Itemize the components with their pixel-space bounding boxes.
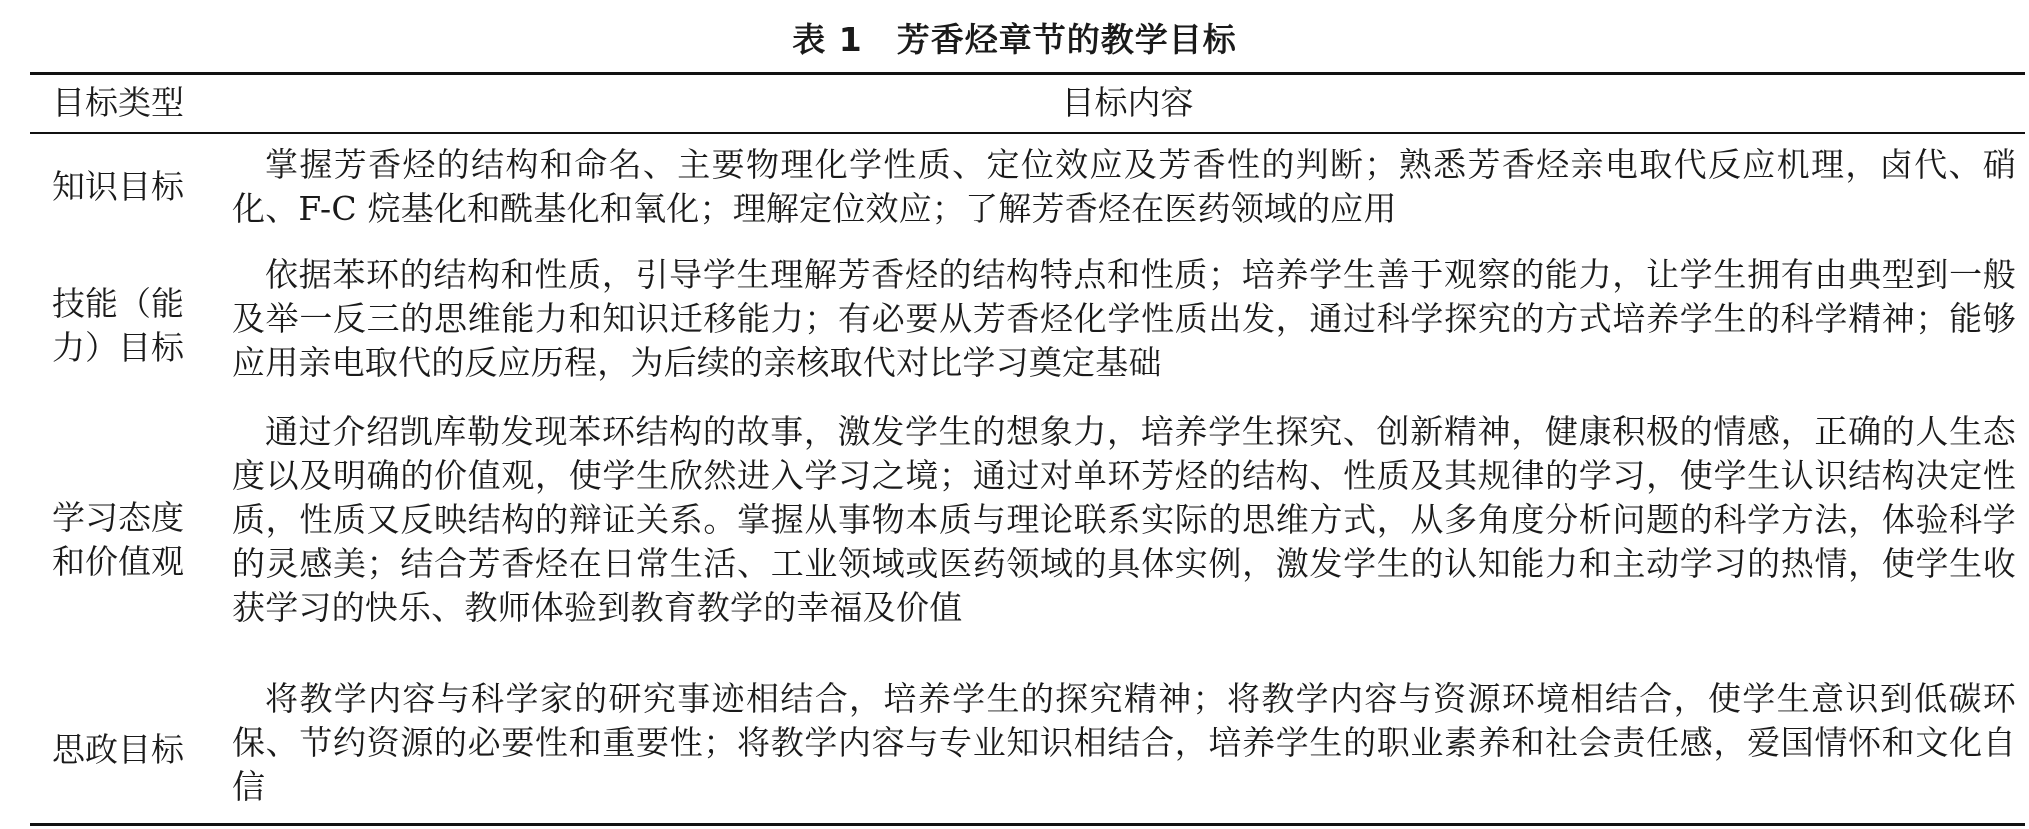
row-knowledge-type: 知识目标: [52, 167, 184, 206]
row-ideology-type: 思政目标: [52, 730, 184, 769]
header-target-type: 目标类型: [52, 83, 184, 122]
row-skill-content: 依据苯环的结构和性质，引导学生理解芳香烃的结构特点和性质；培养学生善于观察的能力，让学生拥有由典型到一般及举一反三的思维能力和知识迁移能力；有必要从芳香烃化学性质出发，通过科学探究的方式培养学生的科学精神；能够应用亲电取代的反应历程，为后续的亲核取代对比学习奠定基础: [232, 255, 2016, 382]
row-knowledge-content: 掌握芳香烃的结构和命名、主要物理化学性质、定位效应及芳香性的判断；熟悉芳香烃亲电取代反应机理，卤代、硝化、F-C 烷基化和酰基化和氧化；理解定位效应；了解芳香烃在医药领域的应用: [232, 145, 2016, 228]
table-header-rule: [30, 132, 2025, 134]
table-bottom-rule: [30, 823, 2025, 826]
table-caption: [0, 14, 2029, 66]
row-ideology-content: 将教学内容与科学家的研究事迹相结合，培养学生的探究精神；将教学内容与资源环境相结合，使学生意识到低碳环保、节约资源的必要性和重要性；将教学内容与专业知识相结合，培养学生的职业素养和社会责任感，爱国情怀和文化自信: [232, 679, 2016, 806]
table-caption-number: 表 1: [792, 20, 863, 59]
table-caption-title: 芳香烃章节的教学目标: [896, 20, 1237, 59]
row-attitude-type: 学习态度和价值观: [52, 498, 184, 581]
table-top-rule: [30, 72, 2025, 75]
row-skill-type: 技能（能力）目标: [52, 284, 184, 367]
row-attitude-content: 通过介绍凯库勒发现苯环结构的故事，激发学生的想象力，培养学生探究、创新精神，健康积极的情感，正确的人生态度以及明确的价值观，使学生欣然进入学习之境；通过对单环芳烃的结构、性质及其规律的学习，使学生认识结构决定性质，性质又反映结构的辩证关系。掌握从事物本质与理论联系实际的思维方式，从多角度分析问题的科学方法，体验科学的灵感美；结合芳香烃在日常生活、工业领域或医药领域的具体实例，激发学生的认知能力和主动学习的热情，使学生收获学习的快乐、教师体验到教育教学的幸福及价值: [232, 412, 2016, 627]
header-target-content: 目标内容: [1061, 83, 1194, 122]
